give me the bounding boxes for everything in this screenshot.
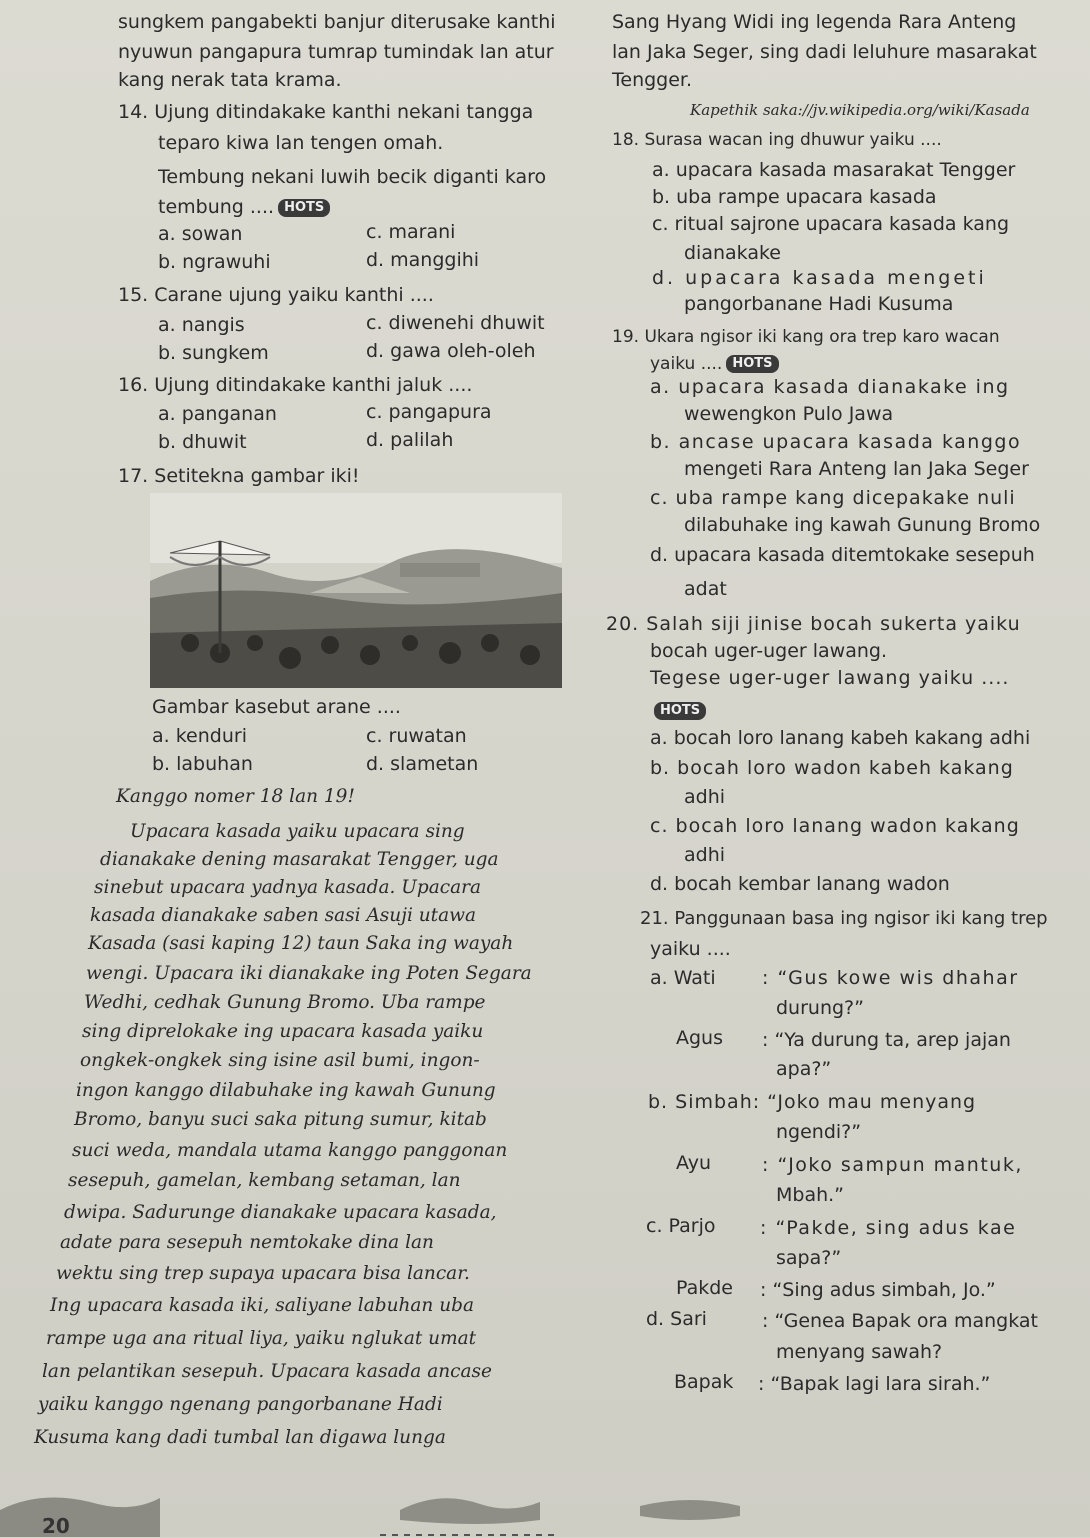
q21-option-b[interactable]: b. Simbah: “Joko mau menyang <box>648 1091 977 1113</box>
q20-stem: 20. Salah siji jinise bocah sukerta yaiku <box>606 613 1021 635</box>
passage-line: Bromo, banyu suci saka pitung sumur, kitab <box>74 1109 487 1130</box>
q19-option-a-cont: wewengkon Pulo Jawa <box>684 403 894 425</box>
q20-option-b-cont: adhi <box>684 786 726 808</box>
q20-option-b[interactable]: b. bocah loro wadon kabeh kakang <box>650 757 1014 779</box>
q20-option-a[interactable]: a. bocah loro lanang kabeh kakang adhi <box>650 727 1031 749</box>
q17-caption: Gambar kasebut arane .... <box>152 696 401 718</box>
q14-option-d[interactable]: d. manggihi <box>366 249 480 271</box>
q19-option-c[interactable]: c. uba rampe kang dicepakake nuli <box>650 487 1016 509</box>
q14-stem: Tembung nekani luwih becik diganti karo <box>158 166 547 188</box>
passage-line: dianakake dening masarakat Tengger, uga <box>100 849 499 870</box>
q21-dialogue: apa?” <box>776 1058 832 1080</box>
q17-option-a[interactable]: a. kenduri <box>152 725 247 747</box>
q19-option-a[interactable]: a. upacara kasada dianakake ing <box>650 376 1010 398</box>
q16-option-d[interactable]: d. palilah <box>366 429 454 451</box>
passage-heading: Kanggo nomer 18 lan 19! <box>116 786 355 807</box>
q20-hots <box>650 698 706 722</box>
q21-dialogue: : “Gus kowe wis dhahar <box>762 967 1019 989</box>
q21-dialogue: : “Joko sampun mantuk, <box>762 1154 1023 1176</box>
passage-line: ingon kanggo dilabuhake ing kawah Gunung <box>76 1080 496 1101</box>
q21-dialogue: menyang sawah? <box>776 1341 943 1363</box>
q21-speaker: Bapak <box>674 1371 734 1393</box>
q20-stem: bocah uger-uger lawang. <box>650 640 887 662</box>
q16-stem: 16. Ujung ditindakake kanthi jaluk .... <box>118 374 473 396</box>
q14-option-a[interactable]: a. sowan <box>158 223 243 245</box>
hots-badge: HOTS <box>726 355 778 373</box>
q18-option-d[interactable]: d. upacara kasada mengeti <box>652 267 987 289</box>
q18-stem: 18. Surasa wacan ing dhuwur yaiku .... <box>612 130 942 150</box>
passage-line: Wedhi, cedhak Gunung Bromo. Uba rampe <box>84 992 486 1013</box>
q21-dialogue: sapa?” <box>776 1247 842 1269</box>
q21-dialogue: : “Bapak lagi lara sirah.” <box>758 1373 991 1395</box>
q14-option-c[interactable]: c. marani <box>366 221 456 243</box>
q14-stem: tembung .... HOTS <box>158 195 330 219</box>
hots-badge: HOTS <box>278 199 330 217</box>
q21-stem: 21. Panggunaan basa ing ngisor iki kang trep <box>640 908 1048 929</box>
q20-option-c-cont: adhi <box>684 844 726 866</box>
q19-stem: yaiku .... HOTS <box>650 352 779 376</box>
q21-option-a[interactable]: a. Wati <box>650 967 716 989</box>
intro-line: lan Jaka Seger, sing dadi leluhure masarakat <box>612 41 1037 63</box>
q15-option-c[interactable]: c. diwenehi dhuwit <box>366 312 545 334</box>
passage-line: wektu sing trep supaya upacara bisa lancar. <box>56 1263 470 1284</box>
intro-line: kang nerak tata krama. <box>118 69 342 91</box>
q14-stem: 14. Ujung ditindakake kanthi nekani tangga <box>118 101 534 123</box>
passage-line: adate para sesepuh nemtokake dina lan <box>60 1232 434 1253</box>
q18-option-b[interactable]: b. uba rampe upacara kasada <box>652 186 937 208</box>
passage-line: rampe uga ana ritual liya, yaiku nglukat umat <box>46 1328 477 1349</box>
intro-line: Tengger. <box>612 69 693 91</box>
passage-line: Upacara kasada yaiku upacara sing <box>130 821 465 842</box>
source-citation: Kapethik saka://jv.wikipedia.org/wiki/Kasada <box>690 101 1030 119</box>
q21-dialogue: : “Sing adus simbah, Jo.” <box>760 1279 996 1301</box>
q18-option-d-cont: pangorbanane Hadi Kusuma <box>684 293 954 315</box>
passage-line: sinebut upacara yadnya kasada. Upacara <box>94 877 482 898</box>
q18-option-a[interactable]: a. upacara kasada masarakat Tengger <box>652 159 1016 181</box>
page-number: 20 <box>42 1514 70 1538</box>
q16-option-c[interactable]: c. pangapura <box>366 401 492 423</box>
q15-option-b[interactable]: b. sungkem <box>158 342 269 364</box>
q17-option-c[interactable]: c. ruwatan <box>366 725 467 747</box>
passage-line: sing diprelokake ing upacara kasada yaiku <box>82 1021 484 1042</box>
q21-dialogue: Mbah.” <box>776 1184 845 1206</box>
q21-dialogue: : “Ya durung ta, arep jajan <box>762 1029 1011 1051</box>
intro-line: nyuwun pangapura tumrap tumindak lan atur <box>118 41 554 63</box>
intro-line: Sang Hyang Widi ing legenda Rara Anteng <box>612 11 1017 33</box>
q16-option-b[interactable]: b. dhuwit <box>158 431 247 453</box>
q15-option-d[interactable]: d. gawa oleh-oleh <box>366 340 536 362</box>
q18-option-c-cont: dianakake <box>684 242 781 264</box>
passage-line: wengi. Upacara iki dianakake ing Poten Segara <box>86 963 532 984</box>
q21-speaker: Pakde <box>676 1277 733 1299</box>
q21-dialogue: : “Pakde, sing adus kae <box>760 1217 1017 1239</box>
q19-option-b[interactable]: b. ancase upacara kasada kanggo <box>650 431 1022 453</box>
q21-speaker: Ayu <box>676 1152 711 1174</box>
intro-line: sungkem pangabekti banjur diterusake kanthi <box>118 11 556 33</box>
passage-line: Kusuma kang dadi tumbal lan digawa lunga <box>34 1427 446 1448</box>
q14-option-b[interactable]: b. ngrawuhi <box>158 251 271 273</box>
passage-line: lan pelantikan sesepuh. Upacara kasada ancase <box>42 1361 492 1382</box>
q19-option-c-cont: dilabuhake ing kawah Gunung Bromo <box>684 514 1041 536</box>
q21-dialogue: : “Genea Bapak ora mangkat <box>762 1310 1038 1332</box>
passage-line: suci weda, mandala utama kanggo panggonan <box>72 1140 508 1161</box>
q19-option-d-cont: adat <box>684 578 727 600</box>
hots-badge: HOTS <box>654 702 706 720</box>
q21-dialogue: ngendi?” <box>776 1121 862 1143</box>
q16-option-a[interactable]: a. panganan <box>158 403 277 425</box>
passage-line: Kasada (sasi kaping 12) taun Saka ing wayah <box>88 933 514 954</box>
q21-stem: yaiku .... <box>650 938 731 960</box>
q20-option-c[interactable]: c. bocah loro lanang wadon kakang <box>650 815 1020 837</box>
q20-option-d[interactable]: d. bocah kembar lanang wadon <box>650 873 950 895</box>
passage-line: yaiku kanggo ngenang pangorbanane Hadi <box>38 1394 443 1415</box>
q18-option-c[interactable]: c. ritual sajrone upacara kasada kang <box>652 213 1010 235</box>
q17-option-d[interactable]: d. slametan <box>366 753 479 775</box>
q20-stem: Tegese uger-uger lawang yaiku .... <box>650 667 1010 689</box>
passage-line: Ing upacara kasada iki, saliyane labuhan uba <box>50 1295 475 1316</box>
passage-line: kasada dianakake saben sasi Asuji utawa <box>90 905 476 926</box>
q19-option-d[interactable]: d. upacara kasada ditemtokake sesepuh <box>650 544 1035 566</box>
q17-stem: 17. Setitekna gambar iki! <box>118 465 360 487</box>
q21-option-c[interactable]: c. Parjo <box>646 1215 716 1237</box>
q15-option-a[interactable]: a. nangis <box>158 314 245 336</box>
q21-dialogue: durung?” <box>776 997 864 1019</box>
q19-stem: 19. Ukara ngisor iki kang ora trep karo wacan <box>612 327 1000 347</box>
ceremony-photo <box>150 493 562 688</box>
q14-stem: teparo kiwa lan tengen omah. <box>158 132 444 154</box>
passage-line: dwipa. Sadurunge dianakake upacara kasada, <box>64 1202 497 1223</box>
q15-stem: 15. Carane ujung yaiku kanthi .... <box>118 284 434 306</box>
passage-line: sesepuh, gamelan, kembang setaman, lan <box>68 1170 461 1191</box>
q17-option-b[interactable]: b. labuhan <box>152 753 253 775</box>
q21-speaker: Agus <box>676 1027 723 1049</box>
q21-option-d[interactable]: d. Sari <box>646 1308 707 1330</box>
passage-line: ongkek-ongkek sing isine asil bumi, ingon- <box>80 1050 480 1071</box>
q19-option-b-cont: mengeti Rara Anteng lan Jaka Seger <box>684 458 1029 480</box>
footer-decoration <box>0 1480 1090 1537</box>
